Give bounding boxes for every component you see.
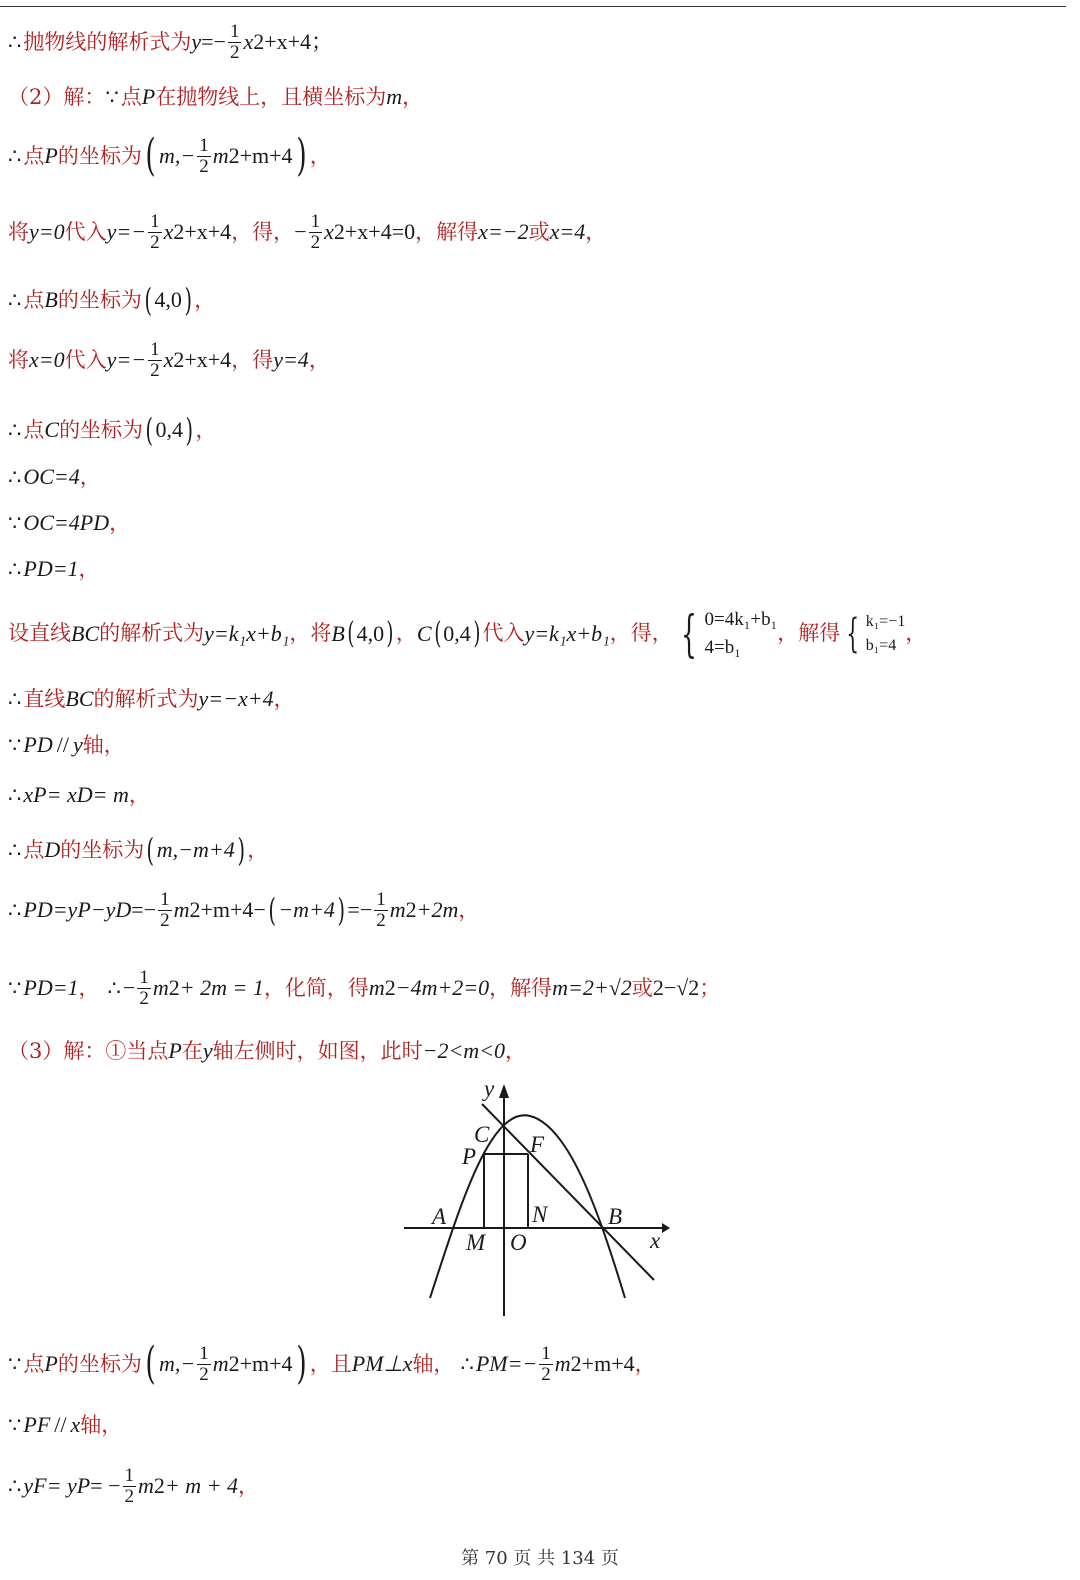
equation-system: k₁=−1 b₁=4 bbox=[865, 613, 906, 654]
math: PM⊥x bbox=[351, 1351, 413, 1376]
math: 2 bbox=[570, 1351, 582, 1376]
line-5 bbox=[8, 281, 216, 319]
fraction: $\frac{1}{2}$ bbox=[139, 967, 149, 1009]
math: m bbox=[386, 84, 403, 109]
text: 的解析式为 bbox=[93, 686, 199, 711]
math: +x+4 bbox=[184, 219, 232, 245]
text: 代入 bbox=[64, 347, 107, 372]
text: ， bbox=[195, 417, 217, 442]
line-8 bbox=[8, 466, 101, 488]
fraction: $\frac{1}{2}$ bbox=[150, 339, 160, 381]
math: m,− bbox=[159, 143, 196, 168]
math: = m bbox=[92, 782, 129, 807]
math: 2 bbox=[189, 897, 201, 923]
line-6 bbox=[8, 340, 330, 381]
math: − bbox=[294, 219, 307, 245]
math: +m+4 bbox=[239, 1351, 293, 1376]
label-x: x bbox=[650, 1228, 661, 1253]
line-20 bbox=[8, 1414, 122, 1436]
text: 代入 bbox=[482, 621, 525, 646]
text: ，将 bbox=[289, 621, 332, 646]
text: 的坐标为 bbox=[57, 1351, 142, 1376]
math: 0,4 bbox=[155, 417, 184, 442]
math: x bbox=[23, 782, 34, 807]
text: ， bbox=[78, 556, 100, 581]
math: 2 bbox=[228, 1351, 240, 1376]
line-11 bbox=[8, 606, 926, 661]
math: x bbox=[324, 219, 334, 245]
math: m bbox=[152, 975, 169, 1001]
paren: ( bbox=[268, 891, 276, 930]
text: 点 bbox=[23, 417, 45, 442]
label-p: P bbox=[462, 1144, 477, 1169]
therefore-symbol: ∴ bbox=[8, 417, 22, 442]
fraction: $\frac{1}{2}$ bbox=[160, 889, 170, 931]
fraction: $\frac{1}{2}$ bbox=[541, 1342, 551, 1385]
line-7 bbox=[8, 411, 217, 449]
math: // bbox=[56, 732, 69, 757]
line-12 bbox=[8, 688, 295, 710]
text: （3）解：①当点 bbox=[8, 1038, 169, 1063]
line-18 bbox=[8, 1040, 526, 1062]
text: ，化简，得 bbox=[263, 975, 369, 1000]
text: ， bbox=[458, 897, 480, 922]
therefore-symbol: ∴ bbox=[8, 464, 22, 489]
text: ，且 bbox=[309, 1351, 352, 1376]
math: OC=4PD bbox=[23, 510, 110, 535]
equation-system: 0=4k₁+b₁ 4=b₁ bbox=[704, 609, 778, 658]
math: − bbox=[122, 975, 136, 1001]
therefore-symbol: ∴ bbox=[8, 897, 22, 922]
math: P bbox=[44, 1351, 58, 1376]
text: ， bbox=[505, 1038, 527, 1063]
text: 点 bbox=[23, 1351, 45, 1376]
label-b: B bbox=[608, 1204, 623, 1229]
text: ，解得 bbox=[415, 219, 479, 244]
math: F bbox=[33, 1473, 47, 1499]
math: x bbox=[163, 347, 174, 373]
math: −2<m<0 bbox=[422, 1038, 506, 1063]
text: ，得， bbox=[231, 219, 295, 244]
text: 或 bbox=[631, 975, 653, 1000]
line-16 bbox=[8, 890, 479, 931]
math: −y bbox=[90, 897, 116, 923]
paren: ) bbox=[337, 891, 345, 930]
math: P bbox=[44, 143, 58, 168]
math: 2 bbox=[384, 975, 396, 1001]
text: ， bbox=[905, 621, 927, 646]
math: P bbox=[76, 1473, 91, 1499]
line-9 bbox=[8, 512, 130, 534]
math: y bbox=[23, 1473, 34, 1499]
therefore-symbol: ∴ bbox=[8, 1473, 22, 1498]
line-4 bbox=[8, 212, 606, 253]
math: 2 bbox=[405, 897, 417, 923]
math: y bbox=[72, 732, 83, 757]
math: x bbox=[70, 1412, 81, 1437]
math: m bbox=[368, 975, 385, 1001]
label-c: C bbox=[474, 1122, 490, 1147]
text: ， bbox=[128, 782, 150, 807]
therefore-symbol: ∴ bbox=[460, 1351, 474, 1376]
math: P bbox=[168, 1038, 182, 1063]
because-symbol: ∵ bbox=[8, 732, 22, 757]
text: 或 bbox=[528, 219, 550, 244]
math: = − bbox=[90, 1473, 121, 1499]
paren: ( bbox=[433, 615, 441, 651]
text: （2）解： bbox=[8, 84, 106, 109]
math: + 2m = 1 bbox=[179, 975, 264, 1001]
math: y=k₁x+b₁ bbox=[524, 620, 610, 646]
math: y=− bbox=[106, 347, 147, 373]
math: 2 bbox=[253, 29, 265, 55]
paren: ) bbox=[295, 1338, 307, 1389]
math: m,−m+4 bbox=[156, 837, 235, 862]
fraction: $\frac{1}{2}$ bbox=[310, 211, 321, 253]
text: ， bbox=[308, 347, 330, 372]
math: 2 bbox=[333, 219, 345, 245]
math: x=−2 bbox=[478, 219, 529, 245]
fraction: $\frac{1}{2}$ bbox=[199, 134, 209, 177]
paren: ( bbox=[145, 411, 154, 449]
math: D bbox=[115, 897, 132, 923]
text: ，得 bbox=[231, 347, 274, 372]
text: 轴， bbox=[82, 732, 125, 757]
paren: ( bbox=[145, 130, 156, 181]
text: ， bbox=[109, 510, 131, 535]
therefore-symbol: ∴ bbox=[8, 143, 22, 168]
y-axis-arrow bbox=[499, 1084, 509, 1098]
fraction: $\frac{1}{2}$ bbox=[229, 21, 240, 63]
text: ， bbox=[247, 837, 269, 862]
math: PD=y bbox=[23, 897, 78, 923]
text: 点 bbox=[23, 287, 45, 312]
text: 在 bbox=[181, 1038, 203, 1063]
text: 将 bbox=[8, 219, 29, 244]
math: 2 bbox=[173, 219, 185, 245]
text: 轴， bbox=[80, 1412, 123, 1437]
text: 点 bbox=[23, 143, 45, 168]
text: ，解得 bbox=[489, 975, 553, 1000]
text: 点 bbox=[23, 837, 45, 862]
math: PF bbox=[23, 1412, 51, 1437]
x-axis-arrow bbox=[662, 1223, 670, 1233]
parabola-figure bbox=[400, 1076, 680, 1326]
label-m: M bbox=[466, 1230, 486, 1255]
paren: ( bbox=[145, 1338, 156, 1389]
math: 2 bbox=[173, 347, 185, 373]
math: 0,4 bbox=[443, 620, 471, 646]
math: +x+4； bbox=[264, 29, 334, 55]
label-f: F bbox=[530, 1132, 545, 1157]
label-a: A bbox=[432, 1204, 447, 1229]
math: 2 bbox=[228, 143, 240, 168]
math: +x+4 bbox=[184, 347, 232, 373]
top-rule bbox=[0, 6, 1066, 7]
math: y bbox=[202, 1038, 213, 1063]
math: 4,0 bbox=[154, 287, 182, 312]
math: PD=1 bbox=[23, 556, 79, 581]
paren: ( bbox=[347, 615, 355, 651]
math: P bbox=[33, 782, 47, 807]
text: 轴左侧时，如图，此时 bbox=[212, 1038, 423, 1063]
line-13 bbox=[8, 734, 125, 756]
text: ， bbox=[194, 287, 216, 312]
paren: ) bbox=[237, 831, 245, 869]
text: ，解得 bbox=[777, 621, 841, 646]
math: m bbox=[212, 1351, 229, 1376]
math: 2 bbox=[168, 975, 180, 1001]
paren: ( bbox=[146, 831, 155, 869]
line-2 bbox=[8, 86, 423, 108]
text: ， bbox=[395, 621, 417, 646]
text: ， bbox=[634, 1351, 656, 1376]
paren: ) bbox=[295, 130, 307, 181]
fraction: $\frac{1}{2}$ bbox=[376, 889, 386, 931]
math: y=k₁x+b₁ bbox=[204, 620, 290, 646]
math: + m + 4 bbox=[164, 1473, 238, 1499]
text: 抛物线的解析式为 bbox=[23, 29, 192, 54]
math: m bbox=[212, 143, 229, 168]
text: ， bbox=[237, 1473, 259, 1498]
math: m bbox=[138, 1473, 154, 1499]
math: D bbox=[44, 837, 61, 862]
math: x=4 bbox=[549, 219, 586, 245]
math: BC bbox=[65, 686, 94, 711]
math: m bbox=[173, 897, 190, 923]
brace: { bbox=[846, 610, 860, 657]
text: ， bbox=[78, 975, 100, 1000]
math: y=0 bbox=[29, 219, 65, 245]
math: C bbox=[44, 417, 60, 442]
math: +x+4=0 bbox=[344, 219, 416, 245]
math: BC bbox=[71, 620, 100, 646]
math: = y bbox=[46, 1473, 77, 1499]
text: 的坐标为 bbox=[59, 417, 144, 442]
paren: ) bbox=[386, 615, 394, 651]
math: = x bbox=[46, 782, 77, 807]
because-symbol: ∵ bbox=[105, 84, 119, 109]
therefore-symbol: ∴ bbox=[8, 287, 22, 312]
page-footer: 第 70 页 共 134 页 bbox=[461, 1548, 619, 1569]
label-y: y bbox=[484, 1076, 495, 1101]
line-bc bbox=[482, 1104, 654, 1280]
text: ， bbox=[309, 143, 331, 168]
math: y=−x+4 bbox=[198, 686, 274, 711]
text: 代入 bbox=[64, 219, 107, 244]
math: 2 bbox=[153, 1473, 165, 1499]
paren: ) bbox=[184, 281, 192, 319]
text: ， bbox=[273, 686, 295, 711]
text: ， bbox=[79, 464, 101, 489]
therefore-symbol: ∴ bbox=[8, 837, 22, 862]
text: 点 bbox=[120, 84, 142, 109]
text: 在抛物线上，且横坐标为 bbox=[155, 84, 387, 109]
line-14 bbox=[8, 784, 150, 806]
fraction: $\frac{1}{2}$ bbox=[124, 1465, 134, 1507]
label-o: O bbox=[510, 1230, 527, 1255]
label-n: N bbox=[532, 1202, 548, 1227]
because-symbol: ∵ bbox=[8, 1351, 22, 1376]
math: m bbox=[554, 1351, 571, 1376]
math: m bbox=[389, 897, 406, 923]
math: PD bbox=[23, 732, 53, 757]
line-17 bbox=[8, 968, 720, 1009]
math: P bbox=[141, 84, 156, 109]
because-symbol: ∵ bbox=[8, 510, 22, 535]
text: 的坐标为 bbox=[57, 287, 142, 312]
because-symbol: ∵ bbox=[8, 1412, 22, 1437]
math: PM=− bbox=[475, 1351, 538, 1376]
math: P bbox=[77, 897, 91, 923]
paren: ( bbox=[144, 281, 152, 319]
therefore-symbol: ∴ bbox=[107, 975, 121, 1000]
paren: ) bbox=[185, 411, 194, 449]
text: 将 bbox=[8, 347, 29, 372]
math: C bbox=[416, 620, 432, 646]
math: OC=4 bbox=[23, 464, 80, 489]
math: =− bbox=[131, 897, 157, 923]
math: D bbox=[76, 782, 93, 807]
math: 2−√2 bbox=[652, 975, 700, 1001]
fraction: $\frac{1}{2}$ bbox=[150, 211, 160, 253]
line-10 bbox=[8, 558, 100, 580]
math: +2m bbox=[416, 897, 459, 923]
text: 的坐标为 bbox=[57, 143, 142, 168]
paren: ) bbox=[473, 615, 481, 651]
math: =− bbox=[347, 897, 373, 923]
brace: { bbox=[680, 604, 697, 663]
math: y=− bbox=[106, 219, 147, 245]
text: 设直线 bbox=[8, 621, 71, 646]
text: 的解析式为 bbox=[99, 621, 205, 646]
math: x bbox=[163, 219, 174, 245]
math: −m+4 bbox=[278, 897, 335, 923]
line-3 bbox=[8, 130, 331, 181]
line-15 bbox=[8, 831, 269, 869]
math: −4m+2=0 bbox=[395, 975, 490, 1001]
math: m=2+√2 bbox=[552, 975, 632, 1001]
therefore-symbol: ∴ bbox=[8, 782, 22, 807]
fraction: $\frac{1}{2}$ bbox=[199, 1342, 209, 1385]
text: ，得， bbox=[609, 621, 673, 646]
math: +m+4 bbox=[581, 1351, 635, 1376]
math: +m+4− bbox=[200, 897, 266, 923]
math: x=0 bbox=[29, 347, 65, 373]
line-19 bbox=[8, 1338, 656, 1389]
text: ， bbox=[585, 219, 607, 244]
text: 轴， bbox=[412, 1351, 455, 1376]
math: y bbox=[191, 29, 202, 55]
text: ； bbox=[699, 975, 721, 1000]
math: // bbox=[54, 1412, 67, 1437]
therefore-symbol: ∴ bbox=[8, 686, 22, 711]
math: B bbox=[44, 287, 58, 312]
because-symbol: ∵ bbox=[8, 975, 22, 1000]
math: x bbox=[243, 29, 254, 55]
math: +m+4 bbox=[239, 143, 293, 168]
text: 的坐标为 bbox=[60, 837, 145, 862]
text: ， bbox=[402, 84, 424, 109]
text: 直线 bbox=[23, 686, 66, 711]
math: y=4 bbox=[273, 347, 309, 373]
therefore-symbol: ∴ bbox=[8, 29, 22, 54]
math: 4,0 bbox=[356, 620, 385, 646]
math: B bbox=[331, 620, 345, 646]
math: =− bbox=[201, 29, 226, 55]
math: m,− bbox=[159, 1351, 196, 1376]
line-21 bbox=[8, 1466, 259, 1507]
therefore-symbol: ∴ bbox=[8, 556, 22, 581]
line-1 bbox=[8, 22, 333, 63]
math: PD=1 bbox=[23, 975, 79, 1001]
